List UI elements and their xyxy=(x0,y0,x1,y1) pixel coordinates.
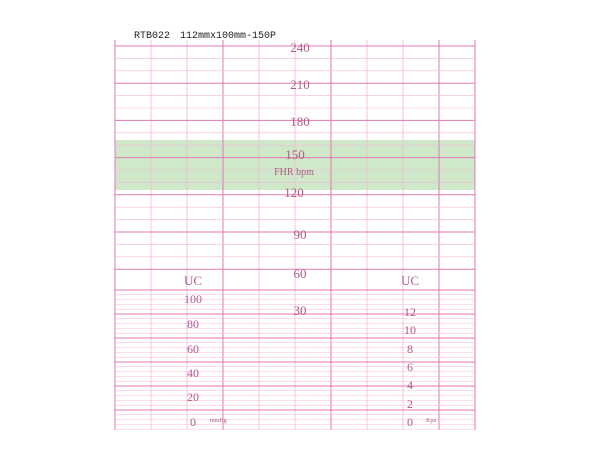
uc-left-tick-label: 60 xyxy=(187,342,199,356)
fhr-tick-label: 210 xyxy=(290,77,310,92)
uc-right-title: UC xyxy=(400,273,420,288)
uc-left-tick-label: 20 xyxy=(187,390,199,404)
uc-right-tick-label: 12 xyxy=(404,305,416,319)
uc-left-scale xyxy=(184,273,227,429)
uc-left-title: UC xyxy=(183,273,203,288)
uc-right-tick-label: 4 xyxy=(407,378,413,392)
fhr-tick-label: 180 xyxy=(290,114,310,129)
uc-right-scale xyxy=(401,273,436,429)
fhr-tick-label: 30 xyxy=(293,303,307,318)
uc-right-tick-label: 10 xyxy=(404,323,416,337)
uc-left-tick-label: 100 xyxy=(184,292,202,306)
paper-size: 112mmx100mm-150P xyxy=(180,31,277,42)
uc-right-unit: Kpa xyxy=(426,418,436,424)
uc-right-tick-label: 2 xyxy=(407,397,413,411)
fhr-unit-label: FHR bpm xyxy=(274,167,314,178)
uc-left-tick-label: 40 xyxy=(187,366,199,380)
fhr-tick-label: 120 xyxy=(284,185,304,200)
fhr-tick-label: 150 xyxy=(285,147,305,162)
uc-left-tick-label: 80 xyxy=(187,317,199,331)
fhr-tick-label: 90 xyxy=(293,227,307,242)
uc-left-tick-label: 0 xyxy=(190,415,196,429)
uc-right-tick-label: 0 xyxy=(407,415,413,429)
fhr-tick-label: 60 xyxy=(293,266,307,281)
fhr-tick-label: 240 xyxy=(290,40,310,55)
uc-right-tick-label: 6 xyxy=(407,360,413,374)
paper-code: RTB022 xyxy=(134,31,171,42)
uc-right-tick-label: 8 xyxy=(407,342,413,356)
uc-left-unit: mmHg xyxy=(210,418,227,424)
